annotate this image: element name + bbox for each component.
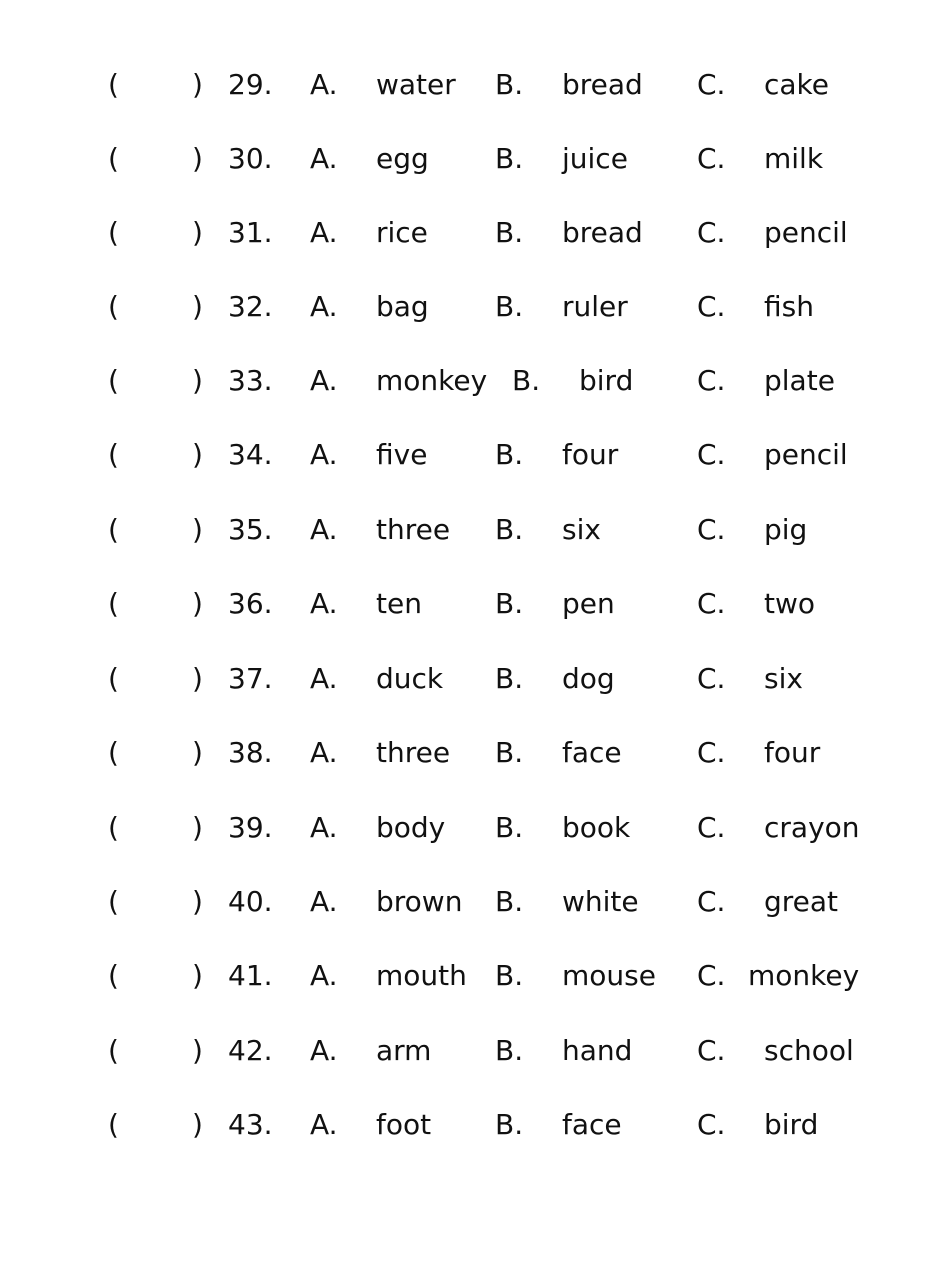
question-row	[0, 433, 950, 477]
question-number: 38.	[228, 736, 273, 769]
option-c-label: C.	[697, 959, 726, 992]
option-b-label: B.	[495, 216, 524, 249]
question-number: 30.	[228, 142, 273, 175]
option-b-label: B.	[512, 364, 541, 397]
option-c-label: C.	[697, 216, 726, 249]
option-a-label: A.	[310, 811, 338, 844]
option-a-word: ten	[376, 587, 422, 620]
option-c-label: C.	[697, 513, 726, 546]
option-c-label: C.	[697, 1034, 726, 1067]
option-a-label: A.	[310, 438, 338, 471]
option-b-word: bread	[562, 216, 643, 249]
option-a-word: body	[376, 811, 446, 844]
question-number: 43.	[228, 1108, 273, 1141]
option-a-word: egg	[376, 142, 429, 175]
question-number: 36.	[228, 587, 273, 620]
question-row	[0, 582, 950, 626]
option-c-word: fish	[764, 290, 814, 323]
answer-blank-open: (	[108, 1034, 119, 1067]
option-b-label: B.	[495, 513, 524, 546]
option-b-word: mouse	[562, 959, 656, 992]
option-a-word: foot	[376, 1108, 432, 1141]
option-b-word: six	[562, 513, 601, 546]
option-c-label: C.	[697, 662, 726, 695]
answer-blank-open: (	[108, 811, 119, 844]
answer-blank-close: )	[192, 513, 203, 546]
option-a-label: A.	[310, 959, 338, 992]
question-number: 35.	[228, 513, 273, 546]
answer-blank-close: )	[192, 959, 203, 992]
option-a-word: duck	[376, 662, 444, 695]
option-c-label: C.	[697, 142, 726, 175]
option-b-word: pen	[562, 587, 615, 620]
option-c-word: two	[764, 587, 816, 620]
option-c-word: cake	[764, 68, 829, 101]
option-c-label: C.	[697, 736, 726, 769]
question-row	[0, 211, 950, 255]
option-a-word: three	[376, 736, 451, 769]
question-row	[0, 508, 950, 552]
answer-blank-close: )	[192, 68, 203, 101]
option-a-word: monkey	[376, 364, 488, 397]
option-a-word: mouth	[376, 959, 467, 992]
answer-blank-close: )	[192, 438, 203, 471]
question-number: 42.	[228, 1034, 273, 1067]
option-c-word: bird	[764, 1108, 819, 1141]
option-b-word: face	[562, 736, 622, 769]
option-a-label: A.	[310, 142, 338, 175]
answer-blank-open: (	[108, 142, 119, 175]
answer-blank-open: (	[108, 959, 119, 992]
option-b-word: bread	[562, 68, 643, 101]
question-row	[0, 137, 950, 181]
option-b-label: B.	[495, 587, 524, 620]
question-number: 34.	[228, 438, 273, 471]
option-a-label: A.	[310, 587, 338, 620]
answer-blank-open: (	[108, 438, 119, 471]
answer-blank-close: )	[192, 736, 203, 769]
answer-blank-open: (	[108, 68, 119, 101]
answer-blank-close: )	[192, 364, 203, 397]
option-b-word: hand	[562, 1034, 633, 1067]
option-a-label: A.	[310, 290, 338, 323]
option-b-word: four	[562, 438, 619, 471]
option-a-word: water	[376, 68, 456, 101]
option-b-label: B.	[495, 1108, 524, 1141]
option-a-label: A.	[310, 1108, 338, 1141]
option-c-word: crayon	[764, 811, 860, 844]
option-b-label: B.	[495, 290, 524, 323]
option-b-label: B.	[495, 142, 524, 175]
answer-blank-open: (	[108, 1108, 119, 1141]
option-b-label: B.	[495, 959, 524, 992]
option-b-word: bird	[579, 364, 634, 397]
option-c-label: C.	[697, 68, 726, 101]
option-a-label: A.	[310, 885, 338, 918]
option-a-word: three	[376, 513, 451, 546]
option-c-word: plate	[764, 364, 835, 397]
option-b-label: B.	[495, 885, 524, 918]
option-c-word: great	[764, 885, 839, 918]
option-b-word: dog	[562, 662, 615, 695]
option-c-word: four	[764, 736, 821, 769]
option-c-label: C.	[697, 587, 726, 620]
answer-blank-close: )	[192, 142, 203, 175]
option-b-label: B.	[495, 811, 524, 844]
question-number: 37.	[228, 662, 273, 695]
option-b-label: B.	[495, 736, 524, 769]
answer-blank-close: )	[192, 1034, 203, 1067]
question-number: 40.	[228, 885, 273, 918]
option-a-label: A.	[310, 1034, 338, 1067]
option-c-label: C.	[697, 1108, 726, 1141]
option-b-word: juice	[562, 142, 628, 175]
answer-blank-close: )	[192, 662, 203, 695]
question-row	[0, 63, 950, 107]
option-c-label: C.	[697, 811, 726, 844]
answer-blank-open: (	[108, 736, 119, 769]
option-a-label: A.	[310, 216, 338, 249]
question-number: 29.	[228, 68, 273, 101]
question-row	[0, 880, 950, 924]
question-row	[0, 657, 950, 701]
answer-blank-open: (	[108, 364, 119, 397]
option-a-label: A.	[310, 662, 338, 695]
option-b-label: B.	[495, 438, 524, 471]
question-row	[0, 1029, 950, 1073]
option-a-label: A.	[310, 364, 338, 397]
answer-blank-open: (	[108, 587, 119, 620]
option-c-label: C.	[697, 364, 726, 397]
option-c-word: milk	[764, 142, 824, 175]
option-c-label: C.	[697, 438, 726, 471]
answer-blank-close: )	[192, 587, 203, 620]
question-row	[0, 285, 950, 329]
question-row	[0, 954, 950, 998]
question-number: 39.	[228, 811, 273, 844]
option-a-word: brown	[376, 885, 463, 918]
option-c-label: C.	[697, 885, 726, 918]
option-b-label: B.	[495, 662, 524, 695]
answer-blank-close: )	[192, 811, 203, 844]
answer-blank-open: (	[108, 216, 119, 249]
question-number: 31.	[228, 216, 273, 249]
question-row	[0, 1103, 950, 1147]
option-a-word: arm	[376, 1034, 432, 1067]
answer-blank-open: (	[108, 662, 119, 695]
option-b-word: white	[562, 885, 639, 918]
option-b-label: B.	[495, 1034, 524, 1067]
option-a-label: A.	[310, 68, 338, 101]
option-a-label: A.	[310, 736, 338, 769]
option-c-word: school	[764, 1034, 854, 1067]
option-a-word: rice	[376, 216, 428, 249]
question-row	[0, 806, 950, 850]
option-a-word: five	[376, 438, 428, 471]
question-number: 41.	[228, 959, 273, 992]
option-c-label: C.	[697, 290, 726, 323]
question-number: 32.	[228, 290, 273, 323]
option-c-word: monkey	[748, 959, 860, 992]
option-c-word: pencil	[764, 216, 848, 249]
answer-blank-close: )	[192, 216, 203, 249]
option-c-word: pencil	[764, 438, 848, 471]
question-row	[0, 359, 950, 403]
answer-blank-open: (	[108, 513, 119, 546]
option-b-word: book	[562, 811, 631, 844]
answer-blank-close: )	[192, 290, 203, 323]
option-a-label: A.	[310, 513, 338, 546]
option-b-word: face	[562, 1108, 622, 1141]
option-b-label: B.	[495, 68, 524, 101]
question-row	[0, 731, 950, 775]
option-c-word: six	[764, 662, 803, 695]
answer-blank-open: (	[108, 885, 119, 918]
answer-blank-open: (	[108, 290, 119, 323]
option-b-word: ruler	[562, 290, 628, 323]
option-c-word: pig	[764, 513, 808, 546]
option-a-word: bag	[376, 290, 429, 323]
answer-blank-close: )	[192, 1108, 203, 1141]
answer-blank-close: )	[192, 885, 203, 918]
question-number: 33.	[228, 364, 273, 397]
